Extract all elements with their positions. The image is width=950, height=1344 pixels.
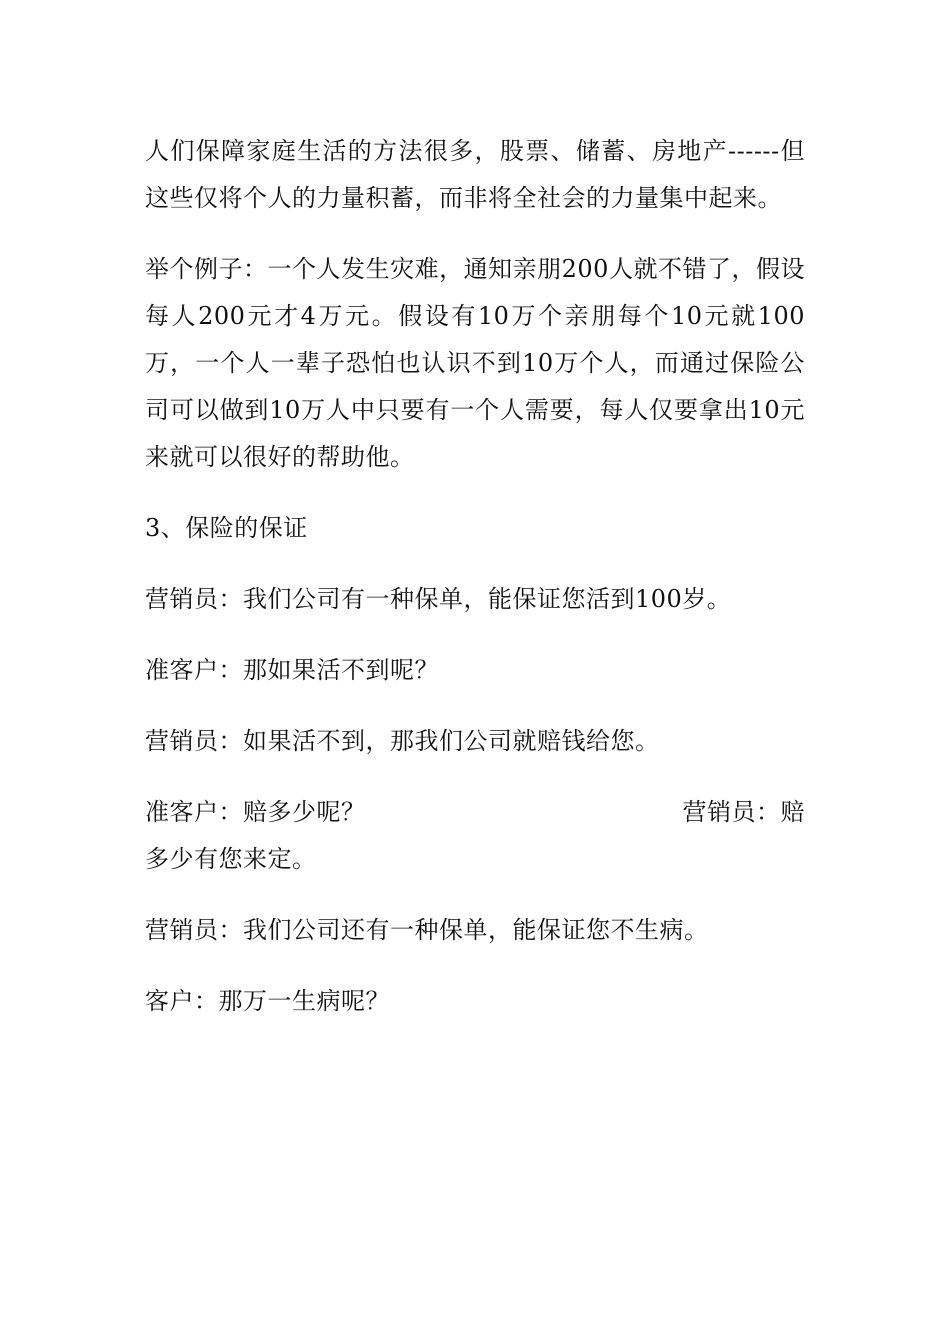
document-body bbox=[145, 128, 805, 1049]
dialogue-line-salesperson-4: 营销员：我们公司还有一种保单，能保证您不生病。 bbox=[145, 916, 709, 944]
paragraph-example: 举个例子：一个人发生灾难，通知亲朋200人就不错了，假设每人200元才4万元。假设有10万个亲朋每个10元就100万，一个人一辈子恐怕也认识不到10万个人，而通过保险公司可以做到10万人中只要有一个人需要，每人仅要拿出10元来就可以很好的帮助他。 bbox=[145, 255, 805, 471]
dialogue-line-salesperson-1: 营销员：我们公司有一种保单，能保证您活到100岁。 bbox=[145, 585, 732, 613]
dialogue-line-salesperson-2: 营销员：如果活不到，那我们公司就赔钱给您。 bbox=[145, 727, 660, 755]
dialogue-line-prospect-1: 准客户：那如果活不到呢？ bbox=[145, 656, 439, 684]
dialogue-line-prospect-2: 准客户：赔多少呢？ bbox=[145, 798, 366, 826]
dialogue-split-paragraph bbox=[145, 789, 805, 883]
dialogue-split-row bbox=[145, 789, 805, 836]
section-heading-insurance-guarantee: 3、保险的保证 bbox=[145, 514, 308, 542]
dialogue-line-salesperson-3-start: 营销员：赔 bbox=[682, 798, 805, 826]
dialogue-line-salesperson-3-continuation: 多少有您来定。 bbox=[145, 845, 317, 873]
dialogue-line-customer-1: 客户：那万一生病呢？ bbox=[145, 987, 390, 1015]
paragraph-family-protection: 人们保障家庭生活的方法很多，股票、储蓄、房地产------但这些仅将个人的力量积蓄，而非将全社会的力量集中起来。 bbox=[145, 137, 805, 212]
